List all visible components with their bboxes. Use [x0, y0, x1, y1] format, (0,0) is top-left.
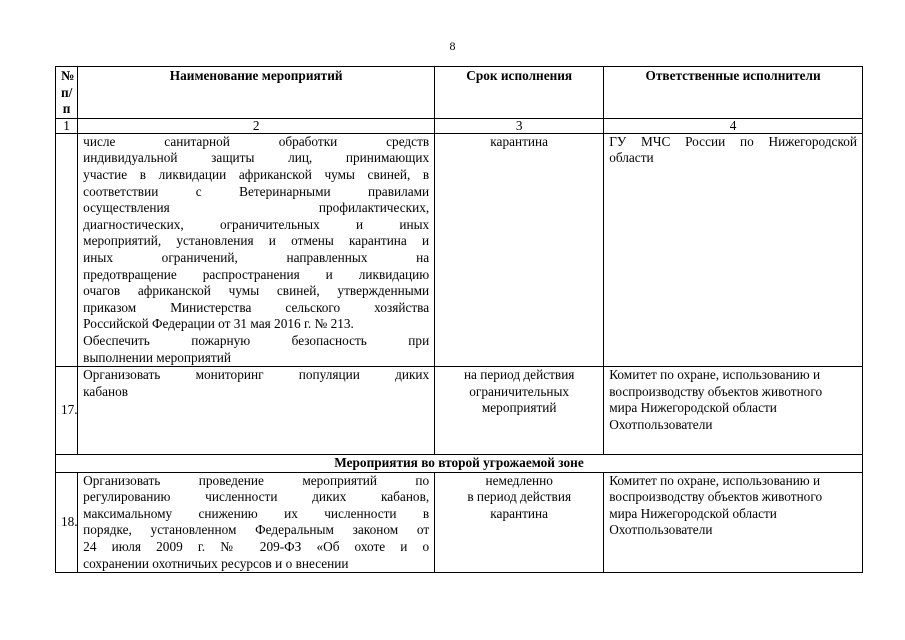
row-responsible: [604, 133, 863, 366]
table-row-continued: [56, 133, 863, 366]
text-line: выполнении мероприятий: [83, 349, 231, 365]
text-line: Организовать мониторинг популяции диких: [83, 367, 430, 383]
text-line: мероприятий, установления и отмены карантина и: [83, 233, 430, 249]
row-number: 17.: [56, 367, 78, 455]
row-name: [78, 367, 435, 455]
text-line: мероприятий: [481, 400, 557, 416]
row-term: [435, 367, 604, 455]
text-line: индивидуальной защиты лиц, принимающих: [83, 150, 430, 166]
text-line: Организовать проведение мероприятий по: [83, 472, 430, 488]
text-line: сохранении охотничьих ресурсов и о внесении: [83, 555, 349, 571]
column-number-row: [56, 118, 863, 133]
row-term: карантина: [435, 133, 604, 366]
section-row: [56, 455, 863, 473]
row-responsible: [604, 472, 863, 573]
text-line: мира Нижегородской области: [609, 400, 777, 416]
section-title: Мероприятия во второй угрожаемой зоне: [56, 455, 863, 473]
header-number-line1: №: [61, 68, 75, 83]
text-line: в период действия: [467, 489, 572, 505]
text-line: предотвращение распространения и ликвидацию: [83, 266, 430, 282]
text-line: участие в ликвидации африканской чумы свиней, в: [83, 166, 430, 182]
header-number-line2: п/п: [61, 84, 73, 117]
text-line: ГУ МЧС России по Нижегородской: [609, 133, 857, 149]
text-line: Комитет по охране, использованию и: [609, 367, 821, 383]
text-line: ограничительных: [469, 383, 570, 399]
text-line: мира Нижегородской области: [609, 505, 777, 521]
text-line: области: [609, 150, 654, 166]
table-header-row: [56, 67, 863, 119]
text-line: немедленно: [485, 472, 553, 488]
measures-table: [55, 66, 863, 573]
row-name: [78, 133, 435, 366]
header-responsible: Ответственные исполнители: [604, 67, 863, 119]
text-line: карантина: [490, 505, 549, 521]
header-term: Срок исполнения: [435, 67, 604, 119]
row-name: [78, 472, 435, 573]
table-row-17: [56, 367, 863, 455]
header-number: [56, 67, 78, 119]
page-number: 8: [449, 39, 456, 53]
row-number-empty: [56, 133, 78, 366]
row-number: 18.: [56, 472, 78, 573]
text-line: диагностических, ограничительных и иных: [83, 216, 430, 232]
text-line: воспроизводству объектов животного: [609, 489, 823, 505]
text-line: 24 июля 2009 г. № 209-ФЗ «Об охоте и о: [83, 539, 430, 555]
text-line: иных ограничений, направленных на: [83, 249, 430, 265]
column-number: 4: [604, 118, 863, 133]
row-responsible: [604, 367, 863, 455]
column-number: 3: [435, 118, 604, 133]
row-term: [435, 472, 604, 573]
text-line: максимальному снижению их численности в: [83, 505, 430, 521]
header-name: Наименование мероприятий: [78, 67, 435, 119]
text-line: приказом Министерства сельского хозяйства: [83, 299, 430, 315]
text-line: соответствии с Ветеринарными правилами: [83, 183, 430, 199]
text-line: очагов африканской чумы свиней, утвержденными: [83, 283, 430, 299]
text-line: осуществления профилактических,: [83, 200, 430, 216]
column-number: 1: [56, 118, 78, 133]
text-line: регулированию численности диких кабанов,: [83, 489, 430, 505]
text-line: Обеспечить пожарную безопасность при: [83, 332, 430, 348]
text-line: Охотпользователи: [609, 416, 713, 432]
text-line: Комитет по охране, использованию и: [609, 472, 821, 488]
text-line: порядке, установленном Федеральным законом от: [83, 522, 430, 538]
text-line: числе санитарной обработки средств: [83, 133, 430, 149]
text-line: Российской Федерации от 31 мая 2016 г. № 213.: [83, 316, 354, 332]
text-line: на период действия: [463, 367, 575, 383]
text-line: воспроизводству объектов животного: [609, 383, 823, 399]
text-line: Охотпользователи: [609, 522, 713, 538]
text-line: кабанов: [83, 383, 129, 399]
table-row-18: [56, 472, 863, 573]
column-number: 2: [78, 118, 435, 133]
